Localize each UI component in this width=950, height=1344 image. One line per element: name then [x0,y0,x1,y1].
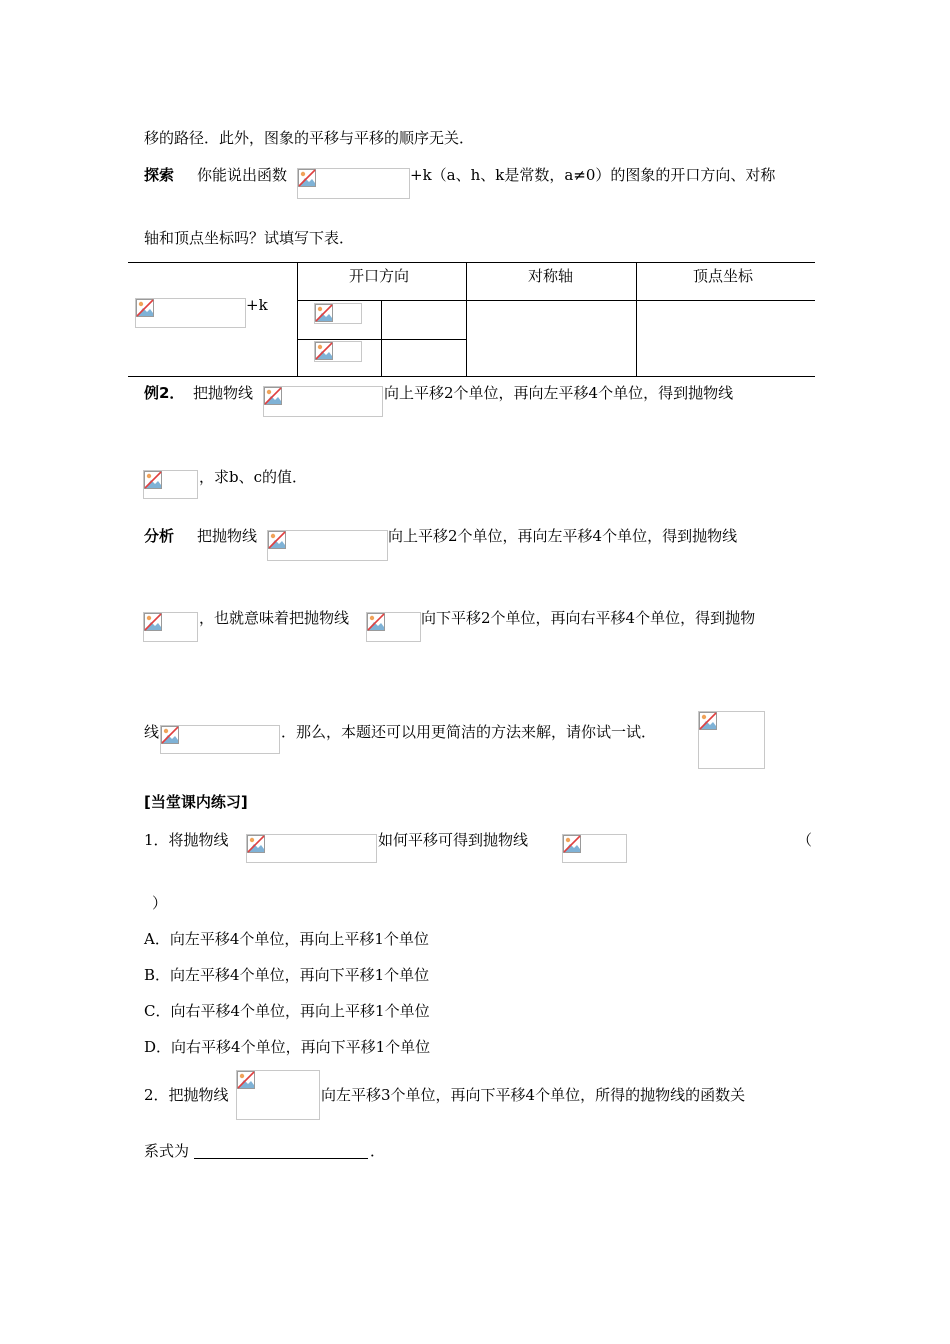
question2-line2-post: ． [370,1142,386,1160]
answer-blank [194,1158,368,1159]
formula-image [562,834,627,863]
broken-image-icon [367,613,385,631]
table-cell-image [314,341,362,362]
question2-text-pre: 2．把抛物线 [144,1086,229,1104]
practice-heading: [当堂课内练习] [144,793,248,811]
broken-image-icon [144,471,162,489]
paragraph-text: 移的路径．此外，图象的平移与平移的顺序无关． [144,129,475,147]
formula-image [297,168,410,199]
formula-image [366,612,421,642]
table-header-opening: 开口方向 [349,267,410,285]
question1-text-pre: 1．将抛物线 [144,831,229,849]
broken-image-icon [144,613,162,631]
option-a: A．向左平移4个单位，再向上平移1个单位 [144,930,429,948]
broken-image-icon [268,531,286,549]
figure-image [698,711,765,769]
explore-text-line2: 轴和顶点坐标吗？试填写下表． [144,229,355,247]
table-cell-image [314,303,362,324]
table-formula-image [135,298,246,328]
question2-text-post: 向左平移3个单位，再向下平移4个单位，所得的抛物线的函数关 [321,1086,746,1104]
broken-image-icon [264,387,282,405]
analysis-text-line2b: 向下平移2个单位，再向右平移4个单位，得到抛物 [421,609,756,627]
formula-image [267,530,388,561]
question1-paren-open: （ [797,831,813,849]
explore-label: 探索 [144,166,175,184]
example2-text-pre: 把抛物线 [193,384,254,402]
broken-image-icon [298,169,316,187]
broken-image-icon [237,1071,255,1089]
analysis-label: 分析 [144,527,175,545]
broken-image-icon [136,299,154,317]
analysis-text-pre: 把抛物线 [197,527,258,545]
question1-paren-close: ） [152,894,168,912]
option-b: B．向左平移4个单位，再向下平移1个单位 [144,966,430,984]
broken-image-icon [161,726,179,744]
formula-image [160,725,280,754]
formula-image [143,612,198,642]
formula-image [263,386,383,417]
example2-text-line2: ，求b、c的值． [199,468,308,486]
explore-text-post: +k（a、h、k是常数，a≠0）的图象的开口方向、对称 [410,166,776,184]
formula-image [246,834,377,863]
broken-image-icon [315,304,333,322]
broken-image-icon [699,712,717,730]
example2-label: 例2． [144,384,185,402]
analysis-text-line3-pre: 线 [144,723,160,741]
formula-image [143,470,198,499]
analysis-text-line3-post: ．那么，本题还可以用更简洁的方法来解，请你试一试． [281,723,657,741]
table-row-header-suffix: +k [246,296,268,314]
explore-text-pre: 你能说出函数 [197,166,288,184]
broken-image-icon [247,835,265,853]
analysis-text-line2a: ，也就意味着把抛物线 [199,609,350,627]
formula-image [236,1070,320,1120]
example2-text-post: 向上平移2个单位，再向左平移4个单位，得到抛物线 [384,384,734,402]
analysis-text-post: 向上平移2个单位，再向左平移4个单位，得到抛物线 [388,527,738,545]
question1-text-mid: 如何平移可得到抛物线 [378,831,529,849]
broken-image-icon [563,835,581,853]
question2-line2-pre: 系式为 [144,1142,190,1160]
option-d: D．向右平移4个单位，再向下平移1个单位 [144,1038,431,1056]
option-c: C．向右平移4个单位，再向上平移1个单位 [144,1002,430,1020]
table-header-axis: 对称轴 [528,267,574,285]
broken-image-icon [315,342,333,360]
table-header-vertex: 顶点坐标 [693,267,754,285]
